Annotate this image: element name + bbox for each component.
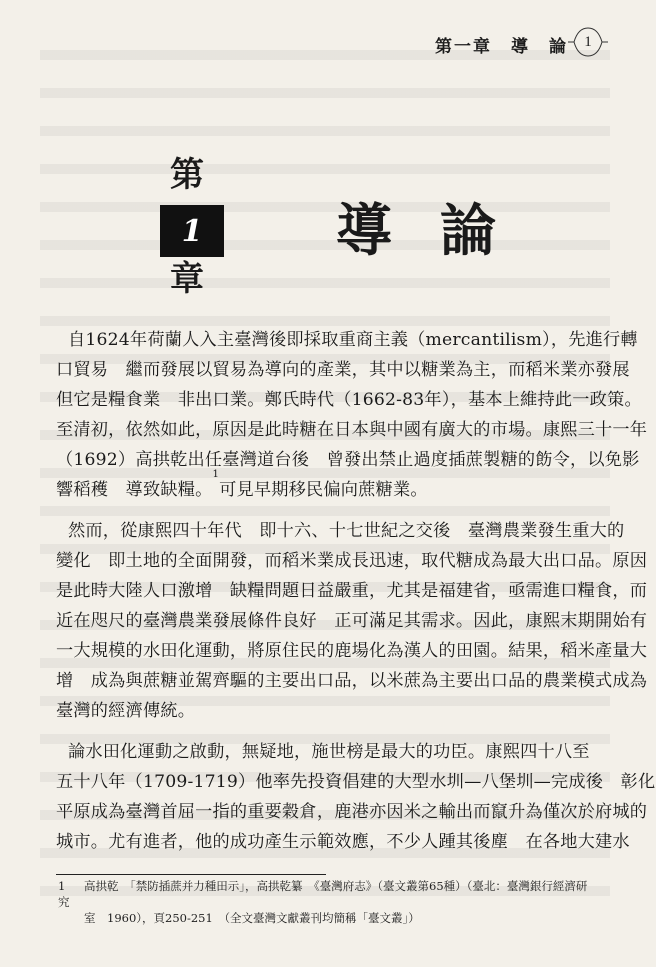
text-line: 至清初，依然如此，原因是此時糖在日本與中國有廣大的市場。康熙三十一年 (56, 420, 648, 440)
text-line: 口貿易 繼而發展以貿易為導向的產業，其中以糖業為主，而稻米業亦發展 (56, 360, 630, 380)
text-line: 近在咫尺的臺灣農業發展條件良好 正可滿足其需求。因此，康熙末期開始有 (56, 611, 648, 631)
text-line: 自1624年荷蘭人入主臺灣後即採取重商主義（mercantilism），先進行轉 (68, 330, 638, 350)
text-line: 臺灣的經濟傳統。 (56, 701, 196, 721)
text-line: 城市。尤有進者，他的成功產生示範效應，不少人踵其後塵 在各地大建水 (56, 832, 630, 852)
chapter-label-top: 第 (170, 155, 204, 195)
body-text (56, 325, 656, 857)
text-line: 是此時大陸人口激增 缺糧問題日益嚴重，尤其是福建省，亟需進口糧食，而 (56, 581, 648, 601)
text-line: 五十八年（1709-1719）他率先投資倡建的大型水圳—八堡圳—完成後 彰化 (56, 772, 656, 792)
chapter-title: 導論 (336, 199, 544, 264)
chapter-label-bottom: 章 (170, 259, 204, 299)
page-header (310, 22, 640, 62)
text-line: 變化 即土地的全面開發，而稻米業成長迅速，取代糖成為最大出口品。原因 (56, 551, 648, 571)
footnote-divider (56, 874, 326, 875)
page-number-badge (568, 24, 608, 60)
text-line: 然而，從康熙四十年代 即十六、十七世紀之交後 臺灣農業發生重大的 (68, 521, 625, 541)
footnote-marker: 1 (58, 879, 66, 893)
text-line: 一大規模的水田化運動，將原住民的鹿場化為漢人的田園。結果，稻米產量大 (56, 641, 648, 661)
text-line: （1692）高拱乾出任臺灣道台後 曾發出禁止過度插蔗製糖的飭令，以免影 (56, 450, 640, 470)
footnote-ref[interactable]: 1 (212, 469, 220, 480)
chapter-label (160, 155, 230, 305)
page-number: 1 (584, 33, 592, 50)
text-line: 論水田化運動之啟動，無疑地，施世榜是最大的功臣。康熙四十八至 (68, 742, 590, 762)
text-line: 響稻穫 導致缺糧。 1 可見早期移民偏向蔗糖業。 (56, 475, 601, 505)
footnote-text-2: 室 1960），頁250-251 （全文臺灣文獻叢刊均簡稱「臺文叢」） (84, 911, 420, 925)
text-line: 平原成為臺灣首屈一指的重要穀倉，鹿港亦因米之輸出而竄升為僅次於府城的 (56, 802, 648, 822)
text-line: 但它是糧食業 非出口業。鄭氏時代（1662-83年），基本上維持此一政策。 (56, 390, 642, 410)
footnote-text-1: 高拱乾 「禁防插蔗并力種田示」，高拱乾纂 《臺灣府志》（臺文叢第65種）（臺北：臺灣銀行經濟研究 (58, 879, 588, 909)
running-title: 第一章 導 論 (435, 37, 568, 57)
chapter-number: 1 (160, 205, 224, 257)
text-line: 增 成為與蔗糖並駕齊驅的主要出口品，以米蔗為主要出口品的農業模式成為 (56, 671, 648, 691)
footnote (58, 878, 598, 926)
